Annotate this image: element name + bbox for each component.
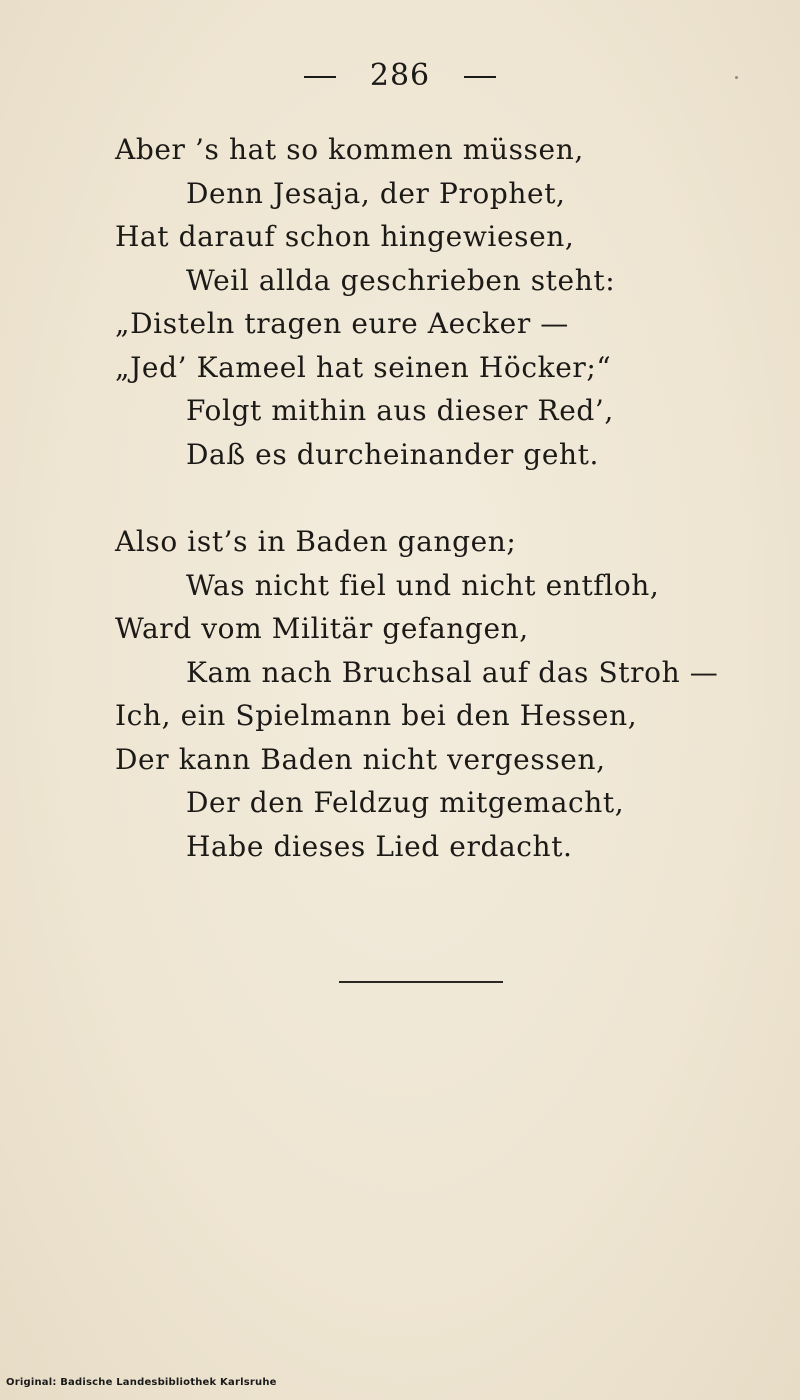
poem-line: Also ist’s in Baden gangen; [115,525,517,558]
poem-line: „Jed’ Kameel hat seinen Höcker;“ [115,350,612,384]
poem-line: Denn Jesaja, der Prophet, [186,176,566,210]
attribution-footer: Original: Badische Landesbibliothek Karlsruhe [6,1377,277,1388]
poem-line: „Disteln tragen eure Aecker — [115,307,569,340]
bleed-through [640,140,800,170]
poem-line: Der den Feldzug mitgemacht, [186,786,625,819]
poem-line: Ward vom Militär gefangen, [115,612,529,645]
poem-line: Daß es durcheinander geht. [186,437,599,471]
page-number-dash-right [464,76,496,78]
poem-line: Hat darauf schon hingewiesen, [115,220,575,253]
poem-line: Weil allda geschrieben steht: [186,263,616,297]
poem-line: Aber ’s hat so kommen müssen, [115,133,584,166]
page-number-value: 286 [369,58,431,93]
poem-line: Der kann Baden nicht vergessen, [115,742,606,776]
poem-line: Folgt mithin aus dieser Red’, [186,394,614,427]
poem-line: Ich, ein Spielmann bei den Hessen, [115,699,638,732]
section-rule [339,981,503,983]
page-number [0,58,800,93]
poem-line: Was nicht fiel und nicht entfloh, [186,568,660,602]
page-number-dash-left [304,76,336,78]
poem-line: Habe dieses Lied erdacht. [186,829,573,863]
poem-line: Kam nach Bruchsal auf das Stroh — [186,655,719,689]
